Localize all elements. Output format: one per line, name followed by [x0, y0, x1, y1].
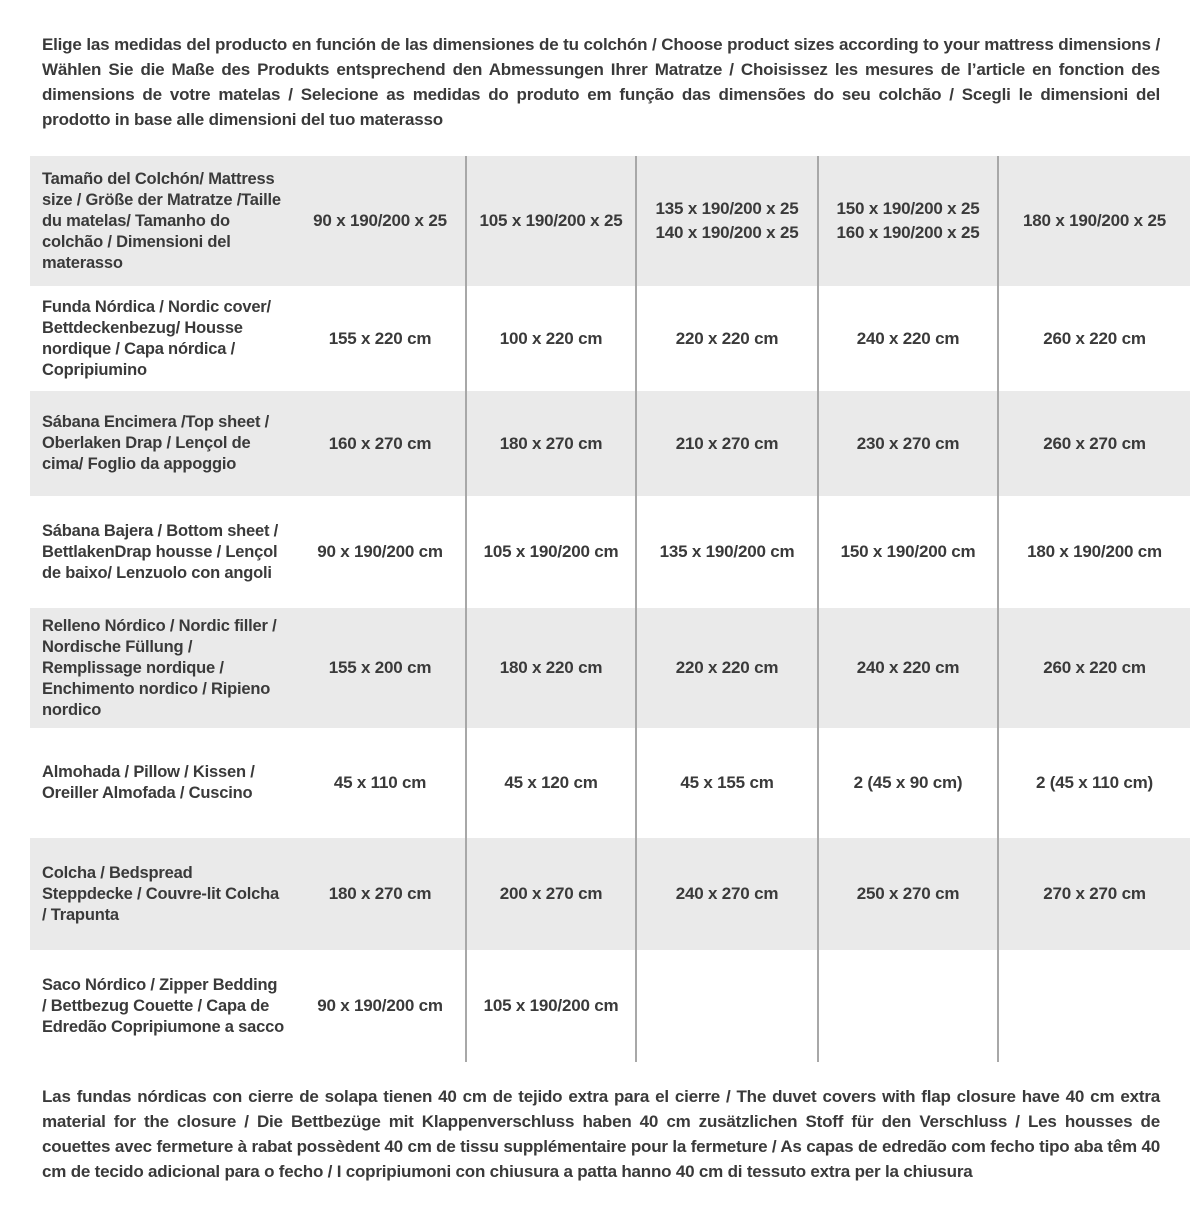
- size-value-cell: 180 x 220 cm: [465, 608, 635, 728]
- size-value-cell: [997, 950, 1190, 1062]
- size-value-cell: 260 x 220 cm: [997, 286, 1190, 391]
- size-value-cell: 240 x 270 cm: [635, 838, 817, 950]
- row-label: Funda Nórdica / Nordic cover/ Bettdeckenbezug/ Housse nordique / Capa nórdica / Copripiumino: [42, 297, 271, 379]
- size-value-cell: 210 x 270 cm: [635, 391, 817, 496]
- size-value-cell: 2 (45 x 90 cm): [817, 728, 997, 838]
- size-value-cell: 105 x 190/200 cm: [465, 950, 635, 1062]
- size-value-cell: 200 x 270 cm: [465, 838, 635, 950]
- size-value-cell: 230 x 270 cm: [817, 391, 997, 496]
- size-value-cell: 150 x 190/200 cm: [817, 496, 997, 608]
- row-label: Colcha / Bedspread Steppdecke / Couvre-lit Colcha / Trapunta: [42, 863, 279, 924]
- size-value-cell: 260 x 270 cm: [997, 391, 1190, 496]
- header-row-label: Tamaño del Colchón/ Mattress size / Größe der Matratze /Taille du matelas/ Tamanho do colchão / Dimensioni del materasso: [42, 169, 281, 272]
- intro-text: Elige las medidas del producto en función de las dimensiones de tu colchón / Choose product sizes according to your mattress dimensions / Wählen Sie die Maße des Produkts entsprechend den Abmessungen Ihrer Matratze / Choisissez les mesures de l’article en fonction des dimensions de votre matelas / Selecione as medidas do produto em função das dimensões do seu colchão / Scegli le dimensioni del prodotto in base alle dimensioni del tuo materasso: [42, 35, 1160, 129]
- table-row: [30, 608, 1190, 728]
- row-label: Saco Nórdico / Zipper Bedding / Bettbezug Couette / Capa de Edredão Copripiumone a sacco: [42, 975, 284, 1036]
- size-value-cell: 45 x 155 cm: [635, 728, 817, 838]
- mattress-size-cell: 180 x 190/200 x 25: [997, 156, 1190, 286]
- size-value-cell: 240 x 220 cm: [817, 286, 997, 391]
- mattress-size-cell: 90 x 190/200 x 25: [313, 211, 447, 230]
- size-value-cell: 260 x 220 cm: [997, 608, 1190, 728]
- size-line: 135 x 190/200 x 25: [655, 199, 799, 218]
- size-value-cell: 155 x 200 cm: [328, 658, 432, 677]
- size-value-cell: 220 x 220 cm: [635, 286, 817, 391]
- table-row: [30, 286, 1190, 391]
- size-value-cell: 2 (45 x 110 cm): [997, 728, 1190, 838]
- footnote-text: Las fundas nórdicas con cierre de solapa tienen 40 cm de tejido extra para el cierre / The duvet covers with flap closure have 40 cm extra material for the closure / Die Bettbezüge mit Klappenverschluss haben 40 cm zusätzlichen Stoff für den Verschluss / Les housses de couettes avec fermeture à rabat possèdent 40 cm de tissu supplémentaire pour la fermeture / As capas de edredão com fecho tipo aba têm 40 cm de tecido adicional para o fecho / I copripiumoni con chiusura a patta hanno 40 cm di tessuto extra per la chiusura: [42, 1087, 1160, 1181]
- table-header-row: [30, 156, 1190, 286]
- size-value-cell: 45 x 110 cm: [333, 773, 427, 792]
- row-label: Almohada / Pillow / Kissen / Oreiller Almofada / Cuscino: [42, 763, 255, 802]
- size-value-cell: 155 x 220 cm: [328, 328, 432, 348]
- size-guide-page: [0, 32, 1200, 1232]
- mattress-size-cell: 105 x 190/200 x 25: [465, 156, 635, 286]
- size-value-cell: 105 x 190/200 cm: [465, 496, 635, 608]
- size-value-cell: 180 x 270 cm: [465, 391, 635, 496]
- size-value-cell: 160 x 270 cm: [328, 433, 432, 453]
- table-row: [30, 838, 1190, 950]
- row-label: Sábana Encimera /Top sheet / Oberlaken Drap / Lençol de cima/ Foglio da appoggio: [42, 413, 270, 473]
- size-value-cell: [817, 950, 997, 1062]
- size-value-cell: 180 x 270 cm: [328, 884, 432, 903]
- size-value-cell: 180 x 190/200 cm: [997, 496, 1190, 608]
- table-row: [30, 728, 1190, 838]
- size-line: 160 x 190/200 x 25: [836, 223, 980, 242]
- size-table: [30, 156, 1190, 1062]
- table-row: [30, 391, 1190, 496]
- size-value-cell: 220 x 220 cm: [635, 608, 817, 728]
- size-value-cell: 100 x 220 cm: [465, 286, 635, 391]
- size-value-cell: 45 x 120 cm: [465, 728, 635, 838]
- table-row: [30, 950, 1190, 1062]
- mattress-size-cell: [635, 156, 817, 286]
- size-line: 150 x 190/200 x 25: [836, 199, 980, 218]
- row-label: Relleno Nórdico / Nordic filler / Nordische Füllung / Remplissage nordique / Enchimento nordico / Ripieno nordico: [42, 616, 277, 719]
- size-value-cell: [635, 950, 817, 1062]
- size-value-cell: 135 x 190/200 cm: [635, 496, 817, 608]
- row-label: Sábana Bajera / Bottom sheet / BettlakenDrap housse / Lençol de baixo/ Lenzuolo con angoli: [42, 521, 279, 582]
- size-value-cell: 90 x 190/200 cm: [317, 542, 443, 561]
- size-value-cell: 270 x 270 cm: [997, 838, 1190, 950]
- size-value-cell: 90 x 190/200 cm: [317, 996, 443, 1015]
- size-line: 140 x 190/200 x 25: [655, 223, 799, 242]
- mattress-size-cell: [817, 156, 997, 286]
- size-value-cell: 240 x 220 cm: [817, 608, 997, 728]
- table-row: [30, 496, 1190, 608]
- size-value-cell: 250 x 270 cm: [817, 838, 997, 950]
